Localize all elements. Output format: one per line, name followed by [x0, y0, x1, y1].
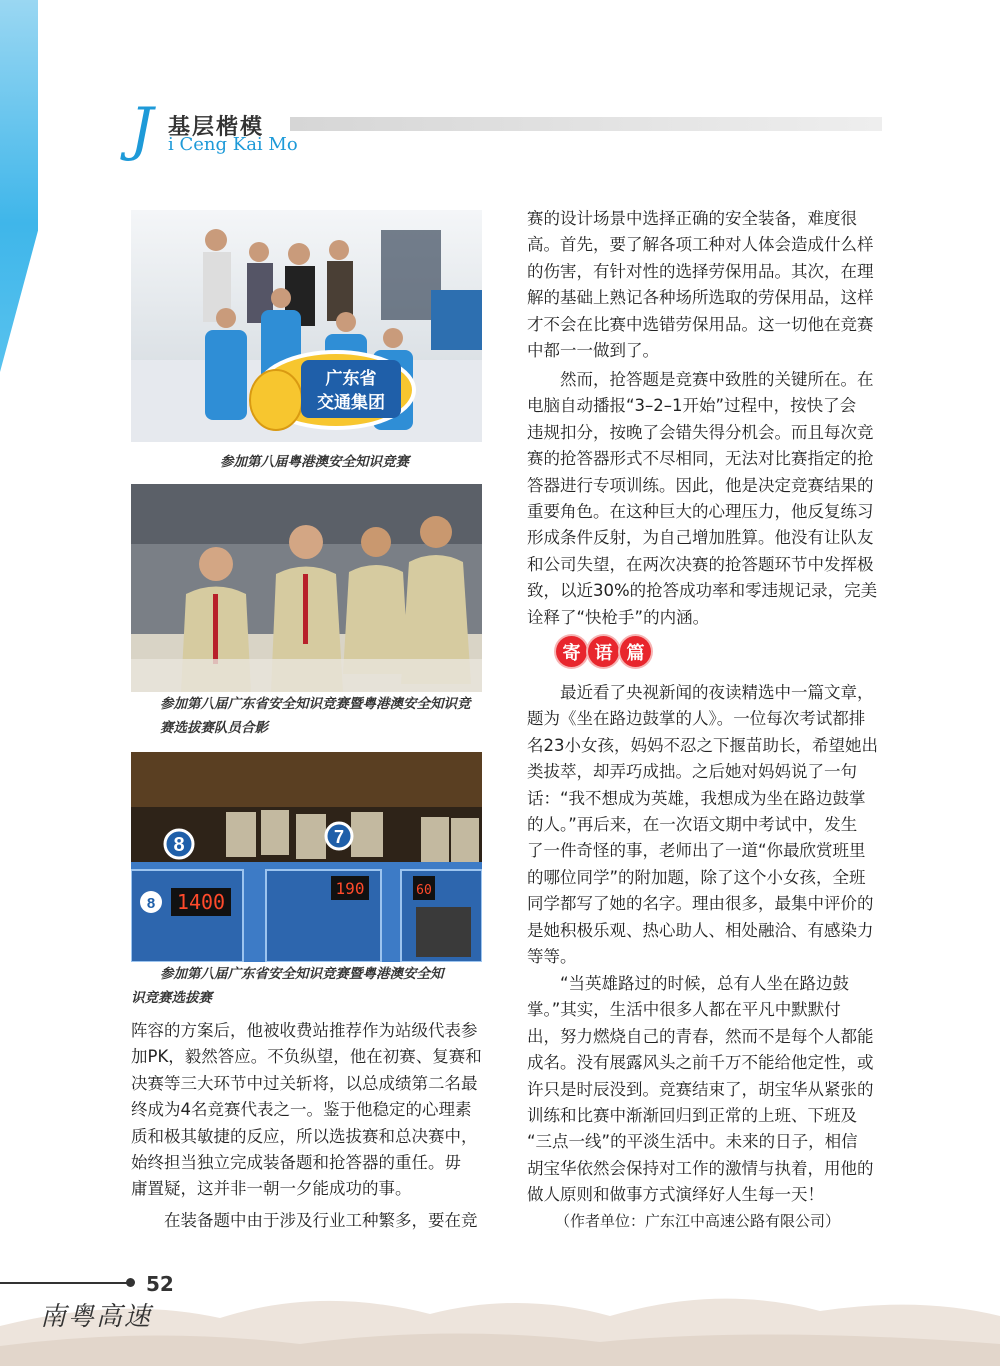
- text-line: 同学都写了她的名字。理由很多，最集中评价的: [527, 894, 874, 914]
- text-line: 致，以近30%的抢答成功率和零违规记录，完美: [527, 581, 878, 601]
- text-line: 质和极其敏捷的反应，所以选拔赛和总决赛中，: [131, 1126, 478, 1146]
- text-line: 答器进行专项训练。因此，他是决定竞赛结果的: [527, 475, 874, 495]
- photo-competition: [131, 752, 482, 962]
- bottom-plate-number: 8: [146, 895, 156, 912]
- photo-caption-2: 参加第八届广东省安全知识竞赛暨粤港澳安全知识竞赛选拔赛队员合影: [160, 696, 471, 736]
- text-line: 加PK，毅然答应。不负纵望，他在初赛、复赛和: [131, 1047, 482, 1067]
- text-line: 和公司失望，在两次决赛的抢答题环节中发挥极: [527, 554, 874, 574]
- text-line: 出，努力燃烧自己的青春，然而不是每个人都能: [527, 1026, 874, 1046]
- left-paragraph-2: [164, 1208, 494, 1234]
- text-line: 才不会在比赛中选错劳保用品。这一切他在竞赛: [527, 314, 874, 334]
- text-line: 形成条件反射，为自己增加胜算。他没有让队友: [527, 528, 874, 548]
- text-line: 题为《坐在路边鼓掌的人》。一位每次考试都排: [527, 709, 866, 729]
- text-line: 在装备题中由于涉及行业工种繁多，要在竞: [164, 1211, 478, 1230]
- score-display-2: 190: [335, 879, 365, 898]
- author-affiliation: （作者单位：广东江中高速公路有限公司）: [555, 1212, 841, 1230]
- text-line: 高。首先，要了解各项工种对人体会造成什么样: [527, 235, 874, 255]
- sign-text-1: 广东省: [325, 369, 377, 388]
- text-line: 违规扣分，按晚了会错失得分机会。而且每次竞: [527, 422, 874, 442]
- desk-number-7: 7: [333, 827, 345, 847]
- text-line: “三点一线”的平淡生活中。未来的日子，相信: [527, 1132, 858, 1152]
- text-line: 成名。没有展露风头之前千万不能给他定性，或: [527, 1053, 874, 1073]
- photo-caption-3-line1: 参加第八届广东省安全知识竞赛暨粤港澳安全知: [160, 966, 444, 982]
- footer-dot: [126, 1278, 135, 1287]
- photo-caption-3-line2: 识竞赛选拔赛: [131, 990, 212, 1006]
- section-char: 篇: [620, 636, 651, 667]
- text-line: 的人。”再后来，在一次语文期中考试中，发生: [527, 815, 858, 835]
- text-line: 然而，抢答题是竞赛中致胜的关键所在。在: [560, 370, 874, 389]
- text-line: 的伤害，有针对性的选择劳保用品。其次，在理: [527, 261, 874, 281]
- text-line: 了一件奇怪的事，老师出了一道“你最欣赏班里: [527, 841, 866, 861]
- text-line: 始终担当独立完成装备题和抢答器的重任。毋: [131, 1153, 461, 1173]
- text-line: “当英雄路过的时候，总有人坐在路边鼓: [560, 974, 850, 993]
- section-char: 语: [588, 636, 619, 667]
- photo-team-members: [131, 484, 482, 692]
- text-line: 胡宝华依然会保持对工作的激情与执着，用他的: [527, 1158, 874, 1178]
- magazine-logo: 南粤高速: [40, 1302, 153, 1332]
- section-char: 寄: [556, 636, 587, 667]
- text-line: 中都一一做到了。: [527, 341, 659, 361]
- text-line: 重要角色。在这种巨大的心理压力，他反复练习: [527, 502, 874, 522]
- text-line: 决赛等三大环节中过关斩将，以总成绩第二名最: [131, 1073, 478, 1093]
- right-paragraph-1: [527, 206, 887, 364]
- text-line: 阵容的方案后，他被收费站推荐作为站级代表参: [131, 1021, 478, 1040]
- side-decoration-band: [0, 0, 38, 372]
- text-line: 解的基础上熟记各种场所选取的劳保用品，这样: [527, 288, 874, 308]
- right-paragraph-3: [527, 680, 887, 970]
- text-line: 最近看了央视新闻的夜读精选中一篇文章，: [560, 683, 874, 702]
- text-line: 等等。: [527, 947, 577, 967]
- text-line: 赛的设计场景中选择正确的安全装备，难度很: [527, 209, 857, 228]
- text-line: 庸置疑，这并非一朝一夕能成功的事。: [131, 1179, 412, 1199]
- text-line: 话：“我不想成为英雄，我想成为坐在路边鼓掌: [527, 788, 866, 808]
- right-paragraph-4: [527, 971, 887, 1209]
- photo-caption-1: 参加第八届粤港澳安全知识竞赛: [220, 454, 409, 470]
- text-line: 赛的抢答器形式不尽相同，无法对比赛指定的抢: [527, 449, 874, 469]
- desk-number-8: 8: [173, 834, 185, 856]
- header-letter: J: [130, 95, 154, 163]
- left-paragraph-1: [131, 1018, 491, 1203]
- page-number: 52: [146, 1272, 174, 1296]
- right-paragraph-2: [527, 367, 887, 631]
- text-line: 类拔萃，却弄巧成拙。之后她对妈妈说了一句: [527, 762, 857, 782]
- section-title-cn: 基层楷模: [168, 115, 265, 140]
- header-divider-bar: [290, 117, 882, 131]
- photo-group-team: [131, 210, 482, 442]
- text-line: 许只是时辰没到。竞赛结束了，胡宝华从紧张的: [527, 1079, 874, 1099]
- text-line: 做人原则和做事方式演绎好人生每一天！: [527, 1185, 824, 1205]
- text-line: 训练和比赛中渐渐回归到正常的上班、下班及: [527, 1106, 857, 1126]
- sign-text-2: 交通集团: [317, 393, 385, 412]
- score-display-3: 60: [416, 883, 432, 898]
- text-line: 名23小女孩，妈妈不忍之下揠苗助长，希望她出: [527, 735, 878, 755]
- section-title-en: i Ceng Kai Mo: [168, 134, 298, 155]
- text-line: 终成为4名竞赛代表之一。鉴于他稳定的心理素: [131, 1100, 472, 1120]
- text-line: 掌。”其实，生活中很多人都在平凡中默默付: [527, 1000, 841, 1020]
- text-line: 诠释了“快枪手”的内涵。: [527, 607, 710, 627]
- text-line: 是她积极乐观、热心助人、相处融洽、有感染力: [527, 920, 874, 940]
- text-line: 电脑自动播报“3–2–1开始”过程中，按快了会: [527, 396, 857, 416]
- score-display-1: 1400: [176, 890, 226, 914]
- footer-rule: [0, 1282, 132, 1284]
- text-line: 的哪位同学”的附加题，除了这个小女孩，全班: [527, 867, 866, 887]
- section-header-jiyu: [556, 636, 652, 668]
